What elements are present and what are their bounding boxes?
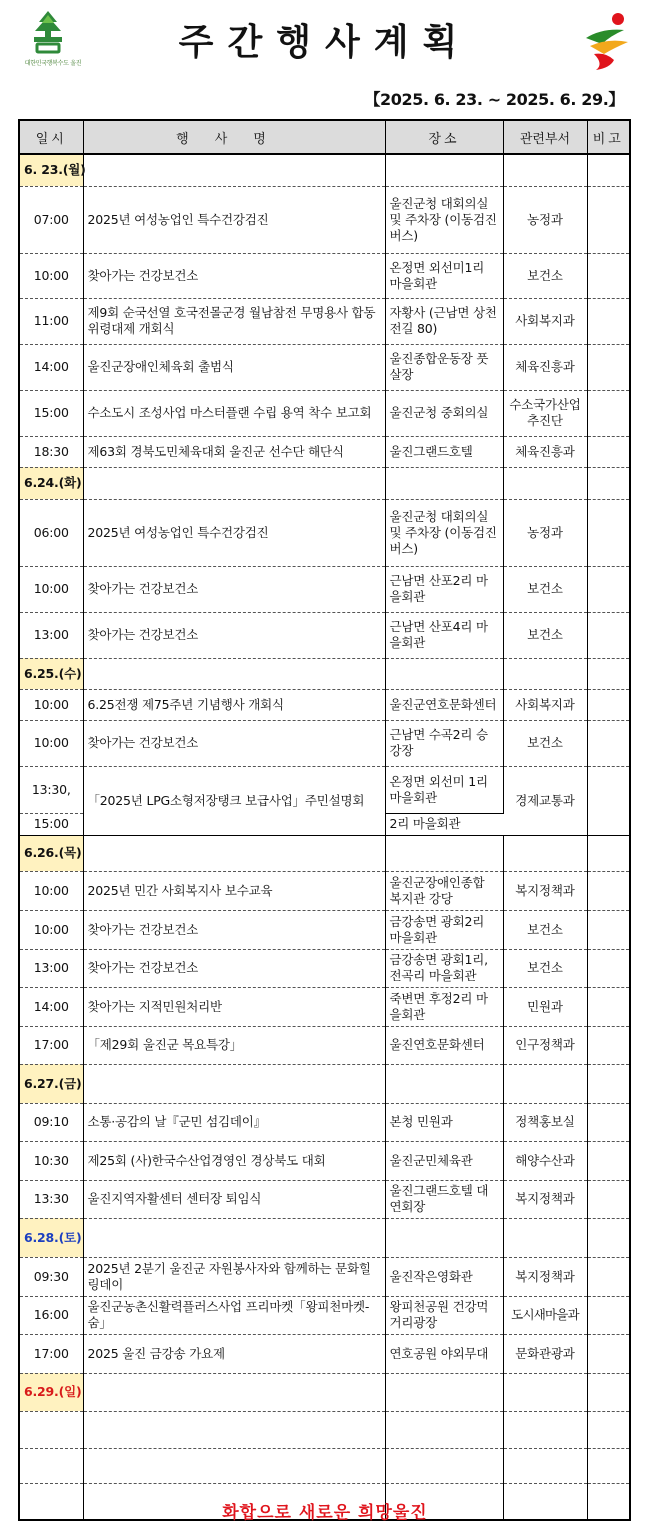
event-place: 근남면 수곡2리 승강장: [385, 720, 503, 766]
table-row: [19, 1141, 630, 1180]
event-dept: 보건소: [503, 566, 587, 612]
day-row: [19, 658, 630, 689]
table-row: [19, 987, 630, 1026]
event-name: 찾아가는 건강보건소: [83, 949, 385, 987]
event-place: 울진그랜드호텔 대연회장: [385, 1180, 503, 1218]
event-dept: 농정과: [503, 186, 587, 253]
event-time: 13:00: [19, 949, 83, 987]
event-time-end: 15:00: [19, 813, 83, 835]
event-note: [587, 344, 630, 390]
event-time: 13:00: [19, 612, 83, 658]
event-note: [587, 1180, 630, 1218]
event-dept: 보건소: [503, 949, 587, 987]
event-dept: 복지정책과: [503, 871, 587, 910]
event-note: [587, 689, 630, 720]
event-name: 울진군장애인체육회 출범식: [83, 344, 385, 390]
event-note: [587, 766, 630, 835]
event-note: [587, 436, 630, 467]
event-dept: 도시새마을과: [503, 1296, 587, 1334]
table-row: [19, 436, 630, 467]
table-row: [19, 390, 630, 436]
table-row: [19, 612, 630, 658]
event-time: 11:00: [19, 298, 83, 344]
event-place: 근남면 산포2리 마을회관: [385, 566, 503, 612]
event-name: 울진지역자활센터 센터장 퇴임식: [83, 1180, 385, 1218]
column-header-event: 행사명: [83, 120, 385, 154]
event-place: 울진군민체육관: [385, 1141, 503, 1180]
table-row: [19, 1103, 630, 1141]
county-logo: [20, 8, 80, 72]
event-place: 온정면 외선미 1리 마을회관: [385, 766, 503, 813]
event-dept: 체육진흥과: [503, 344, 587, 390]
event-place: 금강송면 광회1리, 전곡리 마을회관: [385, 949, 503, 987]
event-time: 09:10: [19, 1103, 83, 1141]
event-name: 찾아가는 지적민원처리반: [83, 987, 385, 1026]
event-dept: 보건소: [503, 253, 587, 298]
table-row: [19, 298, 630, 344]
event-name: 찾아가는 건강보건소: [83, 566, 385, 612]
event-place: 왕피천공원 건강먹거리광장: [385, 1296, 503, 1334]
event-place-extra: 2리 마을회관: [385, 813, 503, 835]
event-place: 울진연호문화센터: [385, 1026, 503, 1064]
event-name: 제63회 경북도민체육대회 울진군 선수단 해단식: [83, 436, 385, 467]
event-name: 찾아가는 건강보건소: [83, 720, 385, 766]
logo-caption: 대한민국행복수도 울진: [24, 60, 82, 67]
event-time: 10:00: [19, 253, 83, 298]
table-row: [19, 1180, 630, 1218]
event-time: 15:00: [19, 390, 83, 436]
event-dept: 사회복지과: [503, 689, 587, 720]
event-note: [587, 949, 630, 987]
event-dept: 보건소: [503, 720, 587, 766]
day-label: 6.25.(수): [19, 658, 83, 689]
event-time: 06:00: [19, 499, 83, 566]
table-row: [19, 910, 630, 949]
table-row: [19, 566, 630, 612]
event-dept: 수소국가산업 추진단: [503, 390, 587, 436]
event-note: [587, 253, 630, 298]
event-note: [587, 1026, 630, 1064]
event-place: 본청 민원과: [385, 1103, 503, 1141]
event-place: 연호공원 야외무대: [385, 1334, 503, 1373]
table-row: [19, 689, 630, 720]
event-name: 「2025년 LPG소형저장탱크 보급사업」주민설명회: [83, 766, 385, 835]
event-name: 찾아가는 건강보건소: [83, 253, 385, 298]
event-name: 수소도시 조성사업 마스터플랜 수립 용역 착수 보고회: [83, 390, 385, 436]
table-row: [19, 949, 630, 987]
event-note: [587, 720, 630, 766]
event-time: 14:00: [19, 987, 83, 1026]
column-header-note: 비고: [587, 120, 630, 154]
event-name: 2025년 민간 사회복지사 보수교육: [83, 871, 385, 910]
event-note: [587, 1257, 630, 1296]
event-name: 「제29회 울진군 목요특강」: [83, 1026, 385, 1064]
column-header-dept: 관련부서: [503, 120, 587, 154]
event-time: 10:00: [19, 910, 83, 949]
event-note: [587, 871, 630, 910]
event-place: 온정면 외선미1리 마을회관: [385, 253, 503, 298]
event-note: [587, 612, 630, 658]
event-time: 10:00: [19, 871, 83, 910]
event-dept: 정책홍보실: [503, 1103, 587, 1141]
day-row: [19, 1373, 630, 1411]
event-note: [587, 1141, 630, 1180]
event-note: [587, 987, 630, 1026]
empty-row: [19, 1448, 630, 1483]
event-name: 2025 울진 금강송 가요제: [83, 1334, 385, 1373]
day-label: 6.28.(토): [19, 1218, 83, 1257]
table-row: [19, 344, 630, 390]
day-row: [19, 1218, 630, 1257]
event-dept: 문화관광과: [503, 1334, 587, 1373]
event-dept: 해양수산과: [503, 1141, 587, 1180]
event-time: 10:00: [19, 689, 83, 720]
table-row: [19, 766, 630, 813]
event-name: 찾아가는 건강보건소: [83, 612, 385, 658]
event-place: 울진그랜드호텔: [385, 436, 503, 467]
event-note: [587, 1103, 630, 1141]
table-row: [19, 253, 630, 298]
empty-row: [19, 1411, 630, 1448]
event-dept: 보건소: [503, 612, 587, 658]
event-time: 10:30: [19, 1141, 83, 1180]
table-row: [19, 1334, 630, 1373]
day-label: 6.27.(금): [19, 1064, 83, 1103]
slogan-emblem: [580, 8, 636, 72]
footer-slogan: 화합으로 새로운 희망울진: [222, 1503, 428, 1522]
event-place: 울진군청 대회의실 및 주차장 (이동검진버스): [385, 186, 503, 253]
day-label: 6.24.(화): [19, 467, 83, 499]
event-dept: 인구정책과: [503, 1026, 587, 1064]
event-name: 찾아가는 건강보건소: [83, 910, 385, 949]
event-name: 소통·공감의 날『군민 섬김데이』: [83, 1103, 385, 1141]
event-dept: 경제교통과: [503, 766, 587, 835]
column-header-time: 일시: [19, 120, 83, 154]
column-header-place: 장소: [385, 120, 503, 154]
event-time: 13:30: [19, 1180, 83, 1218]
table-row: [19, 871, 630, 910]
event-note: [587, 910, 630, 949]
table-header-row: [19, 120, 630, 154]
event-name: 2025년 2분기 울진군 자원봉사자와 함께하는 문화힐링데이: [83, 1257, 385, 1296]
event-name: 제25회 (사)한국수산업경영인 경상북도 대회: [83, 1141, 385, 1180]
event-dept: 농정과: [503, 499, 587, 566]
table-row: [19, 186, 630, 253]
event-place: 울진종합운동장 풋살장: [385, 344, 503, 390]
page-title: 주간행사계획: [178, 22, 472, 63]
event-place: 근남면 산포4리 마을회관: [385, 612, 503, 658]
event-time: 14:00: [19, 344, 83, 390]
event-note: [587, 1296, 630, 1334]
event-note: [587, 1334, 630, 1373]
event-name: 2025년 여성농업인 특수건강검진: [83, 186, 385, 253]
table-row: [19, 1257, 630, 1296]
event-note: [587, 566, 630, 612]
running-figure-logo-icon: [580, 8, 636, 72]
table-row: [19, 499, 630, 566]
event-time: 13:30,: [19, 766, 83, 813]
event-dept: 복지정책과: [503, 1257, 587, 1296]
schedule-period: 【2025. 6. 23. ~ 2025. 6. 29.】: [364, 90, 624, 109]
event-place: 울진군청 중회의실: [385, 390, 503, 436]
day-label: 6. 23.(월): [19, 154, 83, 186]
table-row: [19, 720, 630, 766]
event-place: 울진군청 대회의실 및 주차장 (이동검진버스): [385, 499, 503, 566]
event-place: 울진작은영화관: [385, 1257, 503, 1296]
event-name: 2025년 여성농업인 특수건강검진: [83, 499, 385, 566]
event-place: 울진군연호문화센터: [385, 689, 503, 720]
day-row: [19, 467, 630, 499]
event-place: 죽변면 후정2리 마을회관: [385, 987, 503, 1026]
event-dept: 사회복지과: [503, 298, 587, 344]
day-row: [19, 1064, 630, 1103]
event-place: 금강송면 광회2리 마을회관: [385, 910, 503, 949]
event-name: 제9회 순국선열 호국전몰군경 월남참전 무명용사 합동위령대제 개회식: [83, 298, 385, 344]
table-row: [19, 1296, 630, 1334]
event-note: [587, 298, 630, 344]
event-dept: 민원과: [503, 987, 587, 1026]
event-time: 16:00: [19, 1296, 83, 1334]
event-note: [587, 390, 630, 436]
event-place: 자황사 (근남면 상천전길 80): [385, 298, 503, 344]
event-time: 10:00: [19, 720, 83, 766]
weekly-event-table: [18, 119, 631, 1521]
event-time: 10:00: [19, 566, 83, 612]
day-row: [19, 154, 630, 186]
pine-tree-logo-icon: [30, 10, 66, 54]
event-note: [587, 186, 630, 253]
event-time: 09:30: [19, 1257, 83, 1296]
event-time: 17:00: [19, 1026, 83, 1064]
day-label: 6.29.(일): [19, 1373, 83, 1411]
event-name: 6.25전쟁 제75주년 기념행사 개회식: [83, 689, 385, 720]
event-time: 17:00: [19, 1334, 83, 1373]
event-time: 18:30: [19, 436, 83, 467]
event-time: 07:00: [19, 186, 83, 253]
day-row: [19, 835, 630, 871]
event-name: 울진군농촌신활력플러스사업 프리마켓「왕피천마켓-숨」: [83, 1296, 385, 1334]
event-dept: 복지정책과: [503, 1180, 587, 1218]
event-dept: 체육진흥과: [503, 436, 587, 467]
event-dept: 보건소: [503, 910, 587, 949]
table-row: [19, 1026, 630, 1064]
day-label: 6.26.(목): [19, 835, 83, 871]
event-note: [587, 499, 630, 566]
event-place: 울진군장애인종합 복지관 강당: [385, 871, 503, 910]
